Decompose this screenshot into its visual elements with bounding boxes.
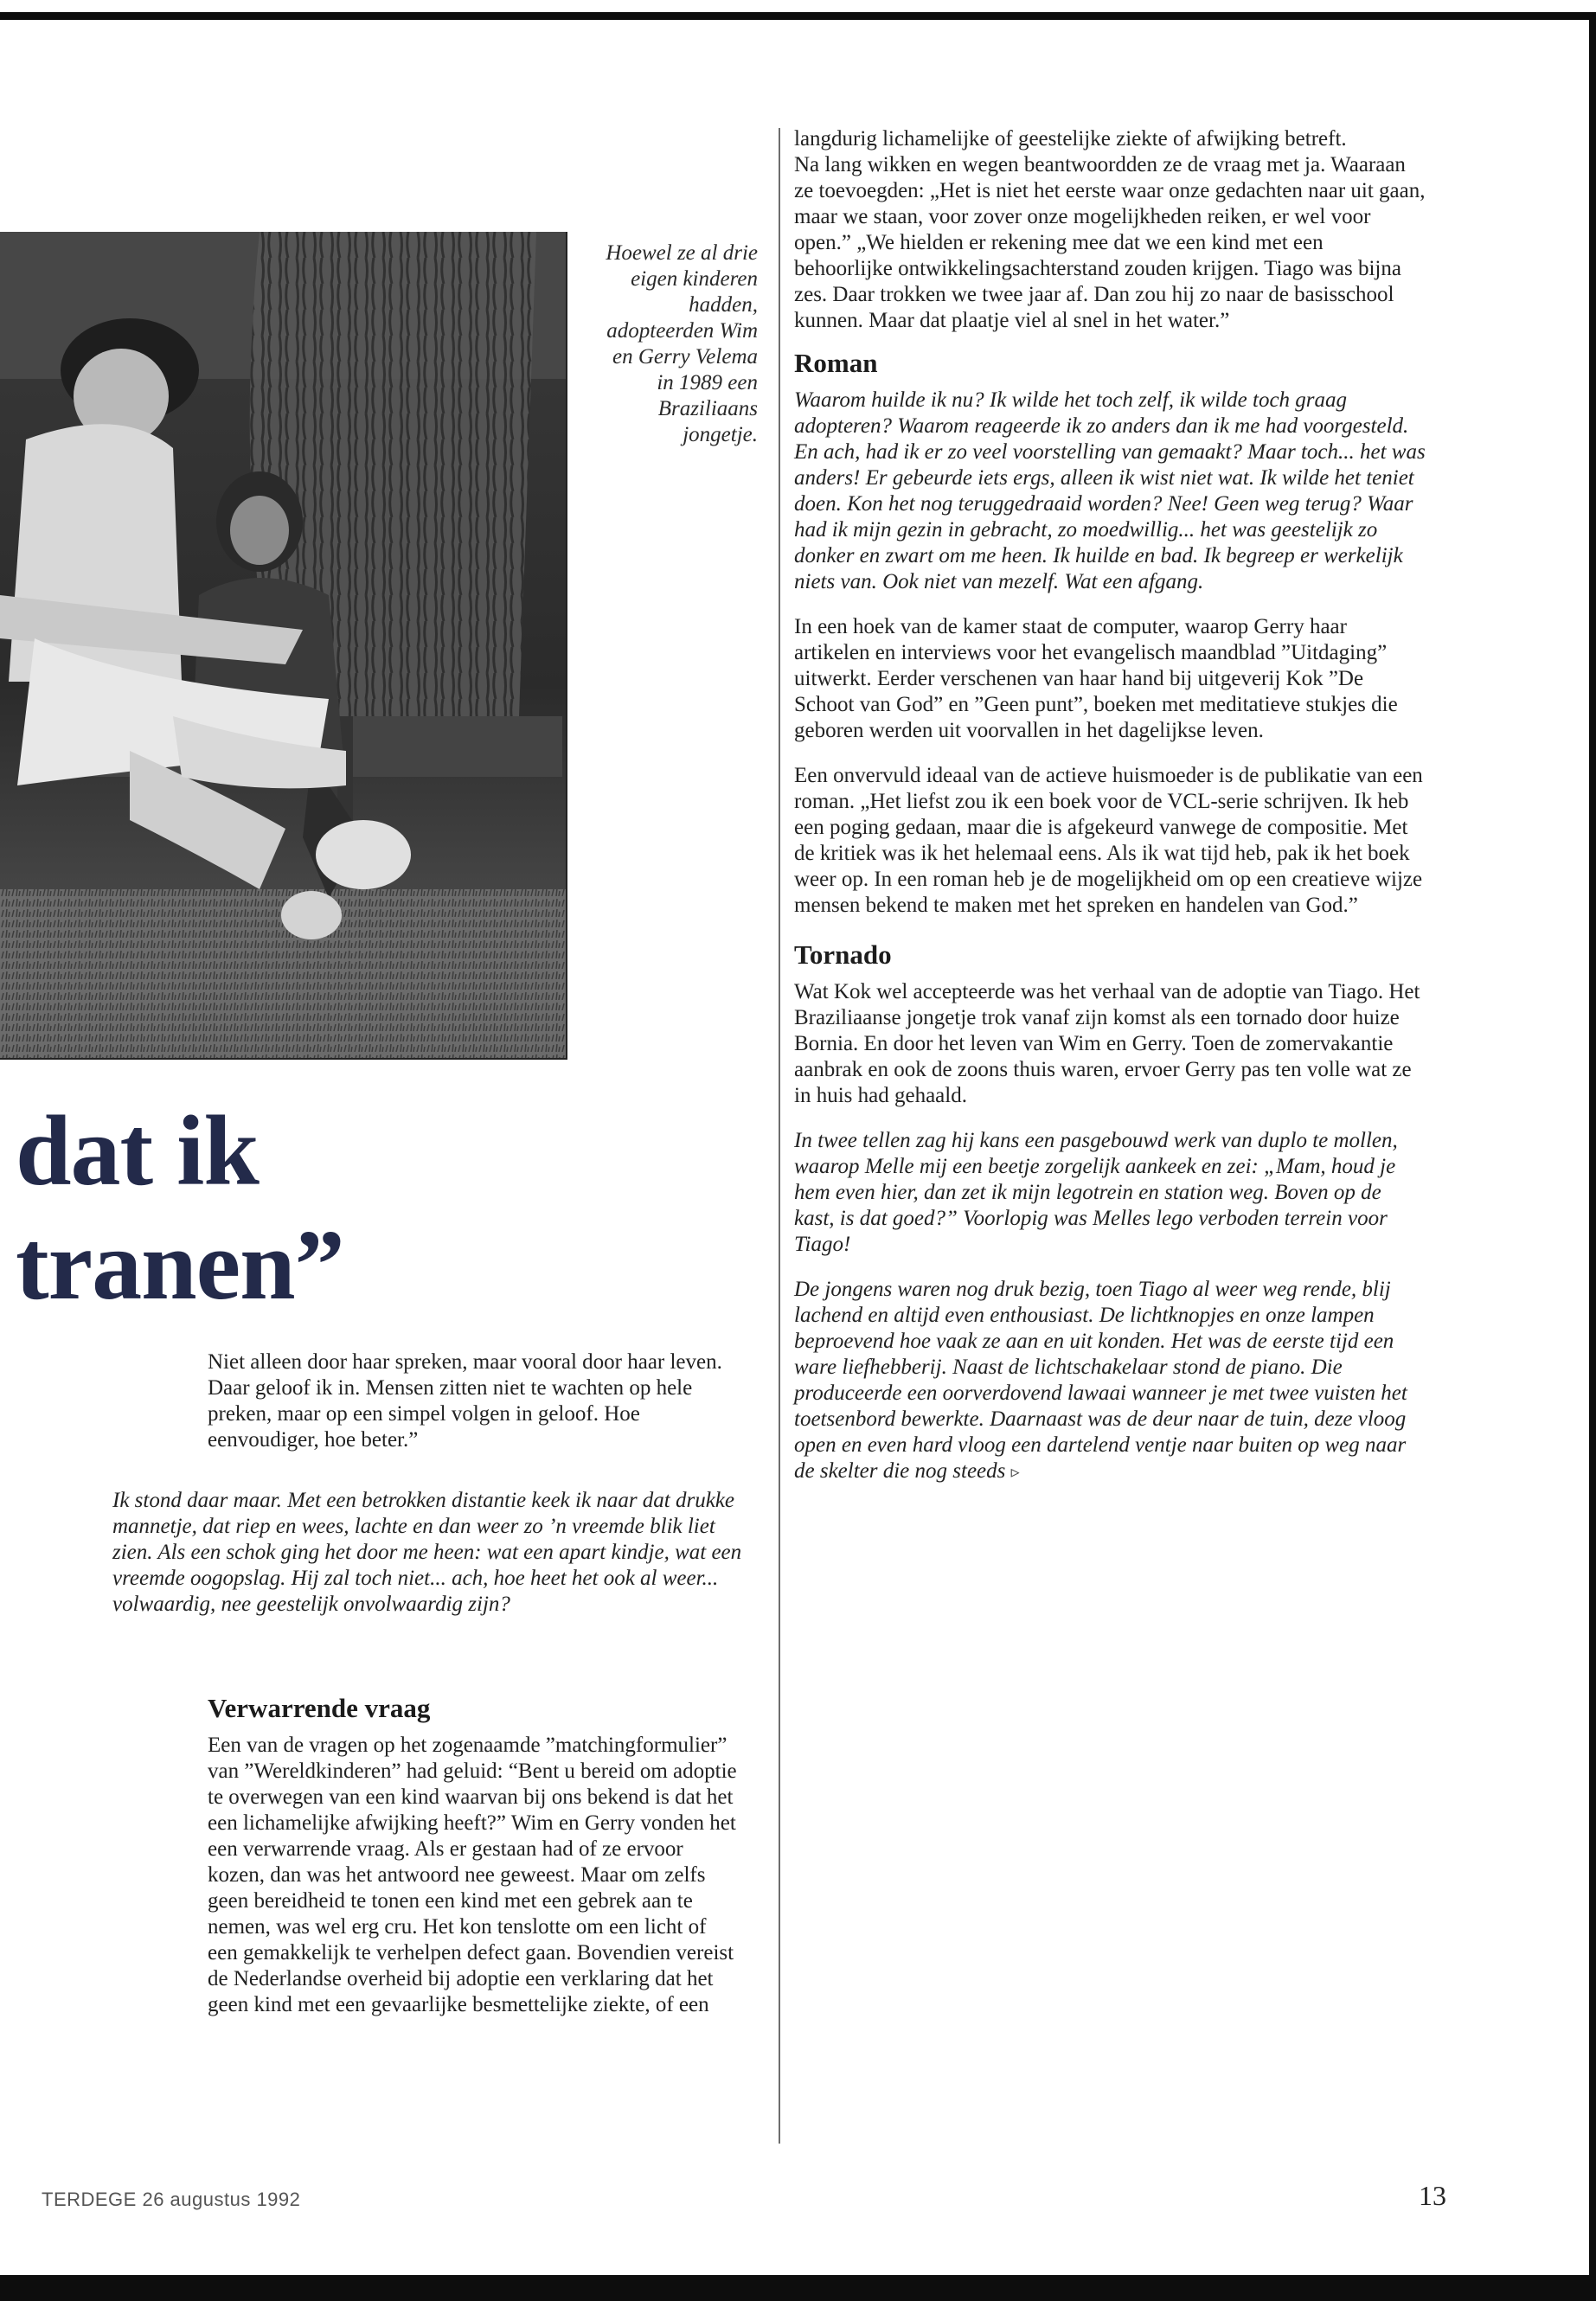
italic-passage-jongens-text: De jongens waren nog druk bezig, toen Tiago al weer weg rende, blij lachend en altijd even enthousiast. De lichtknopjes en onze lampen beproevend hoe vaak ze aan en uit konden. Het was de eerste tijd een ware liefhebberij. Naast de lichtschakelaar stond de piano. Die produceerde een oorverdovend lawaai wanneer je met twee vuisten het toetsenbord bewerkte. Daarnaast was de deur naar de tuin, deze vloog open en even hard vloog een dartelend ventje naar buiten op weg naar de skelter die nog steeds: [794, 1278, 1407, 1483]
italic-passage-waarom-huilde: Waarom huilde ik nu? Ik wilde het toch zelf, ik wilde toch graag adopteren? Waarom reageerde ik zo anders dan ik me had voorgesteld. En ach, had ik er zo veel voorstelling van gemaakt? Maar toch... het was anders! Er gebeurde iets ergs, alleen ik wist niet wat. Ik wilde het teniet doen. Kon het nog teruggedraaid worden? Nee! Geen weg terug? Waar had ik mijn gezin in gebracht, zo moedwillig... het was geestelijk zo donker en zwart om me heen. Ik huilde en bad. Ik begreep er werkelijk niets van. Ook niet van mezelf. Wat een afgang.: [794, 388, 1426, 593]
column-divider-rule: [779, 128, 780, 2144]
left-column-intro: [208, 1349, 737, 1453]
left-column-section: [208, 1691, 737, 2018]
section-body-verwarrende-vraag: Een van de vragen op het zogenaamde ”matchingformulier” van ”Wereldkinderen” had geluid: “Bent u bereid om adoptie te overwegen van een kind waarvan bij ons bekend is dat het een lichamelijke afwijking heeft?” Wim en Gerry vonden het een verwarrende vraag. Als er gestaan had of ze ervoor kozen, dan was het antwoord nee geweest. Maar om zelfs geen bereidheid te tonen een kind met een gebrek aan te nemen, was wel erg cru. Het kon tenslotte om een licht of een gemakkelijk te verhelpen defect gaan. Bovendien vereist de Nederlandse overheid bij adoptie een verklaring dat het geen kind met een gevaarlijke besmettelijke ziekte, of een: [208, 1734, 737, 2016]
section-heading-tornado: Tornado: [794, 939, 892, 970]
article-photo: [0, 232, 567, 1060]
headline-line-2: tranen”: [16, 1210, 344, 1321]
paragraph-spacer: [794, 595, 1426, 614]
section-heading-verwarrende-vraag: Verwarrende vraag: [208, 1693, 431, 1723]
italic-passage-jongens: [794, 1277, 1426, 1485]
italic-passage-ik-stond: Ik stond daar maar. Met een betrokken distantie keek ik naar dat drukke mannetje, dat riep en wees, lachte en dan weer zo ’n vreemde blik liet zien. Als een schok ging het door me heen: wat een apart kindje, wat een vreemde oogopslag. Hij zal toch niet... ach, hoe heet het ook al weer... volwaardig, nee geestelijk onvolwaardig zijn?: [112, 1489, 742, 1616]
continued-arrow-icon: ▹: [1010, 1463, 1020, 1482]
section-heading-roman: Roman: [794, 348, 878, 378]
article-headline: [16, 1094, 552, 1323]
left-column-italic: [112, 1488, 757, 1618]
paragraph-spacer: [794, 744, 1426, 763]
paragraph-spacer: [794, 1109, 1426, 1128]
right-column: [794, 126, 1426, 1485]
top-border-rule: [0, 12, 1596, 20]
photo-caption: Hoewel ze al drie eigen kinderen hadden, adopteerden Wim en Gerry Velema in 1989 een Braziliaans jongetje.: [606, 241, 758, 446]
paragraph-ideaal: Een onvervuld ideaal van de actieve huismoeder is de publikatie van een roman. „Het liefst zou ik een boek voor de VCL-serie schrijven. Ik heb een poging gedaan, maar die is afgekeurd vanwege de compositie. Met de kritiek was ik het helemaal eens. Als ik wat tijd heb, pak ik het boek weer op. In een roman heb je de mogelijkheid om op een creatieve wijze mensen bekend te maken met het spreken en handelen van God.”: [794, 764, 1423, 917]
quote-ending-paragraph: Niet alleen door haar spreken, maar vooral door haar leven. Daar geloof ik in. Mensen zitten niet te wachten op hele preken, maar op een simpel volgen in geloof. Hoe eenvoudiger, hoe beter.”: [208, 1350, 722, 1452]
headline-line-1: dat ik: [16, 1096, 259, 1207]
page-number: 13: [1419, 2180, 1446, 2211]
italic-passage-duplo: In twee tellen zag hij kans een pasgebouwd werk van duplo te mollen, waarop Melle mij een beetje zorgelijk aankeek en zei: „Mam, houd je hem even hier, dan zet ik mijn legotrein en station weg. Boven op de kast, is dat goed?” Voorlopig was Melles lego verboden terrein voor Tiago!: [794, 1129, 1398, 1256]
footer-publication: TERDEGE 26 augustus 1992: [42, 2189, 301, 2210]
bottom-border-band: [0, 2275, 1596, 2301]
paragraph-tornado: Wat Kok wel accepteerde was het verhaal van de adoptie van Tiago. Het Braziliaanse jongetje trok vanaf zijn komst als een tornado door huize Bornia. En door het leven van Wim en Gerry. Toen de zomervakantie aanbrak en ook de zoons thuis waren, ervoer Gerry pas ten volle wat ze in huis had gehaald.: [794, 980, 1420, 1107]
paragraph-spacer: [794, 1258, 1426, 1277]
paragraph-computer: In een hoek van de kamer staat de computer, waarop Gerry haar artikelen en interviews voor het evangelisch maandblad ”Uitdaging” uitwerkt. Eerder verschenen van haar hand bij uitgeverij Kok ”De Schoot van God” en ”Geen punt”, boeken met meditatieve stukjes die geboren werden uit voorvallen in het dagelijkse leven.: [794, 615, 1398, 742]
right-paragraph-2: Na lang wikken en wegen beantwoordden ze de vraag met ja. Waaraan ze toevoegden: „Het is niet het eerste waar onze gedachten naar uit gaan, maar we staan, voor zover onze mogelijkheden reiken, er wel voor open.” „We hielden er rekening mee dat we een kind met een behoorlijke ontwikkelingsachterstand zouden krijgen. Tiago was bijna zes. Daar trokken we twee jaar af. Dan zou hij zo naar de basisschool kunnen. Maar dat plaatje viel al snel in het water.”: [794, 153, 1426, 332]
right-paragraph-1: langdurig lichamelijke of geestelijke ziekte of afwijking betreft.: [794, 127, 1347, 151]
right-border-rule: [1589, 12, 1596, 2296]
